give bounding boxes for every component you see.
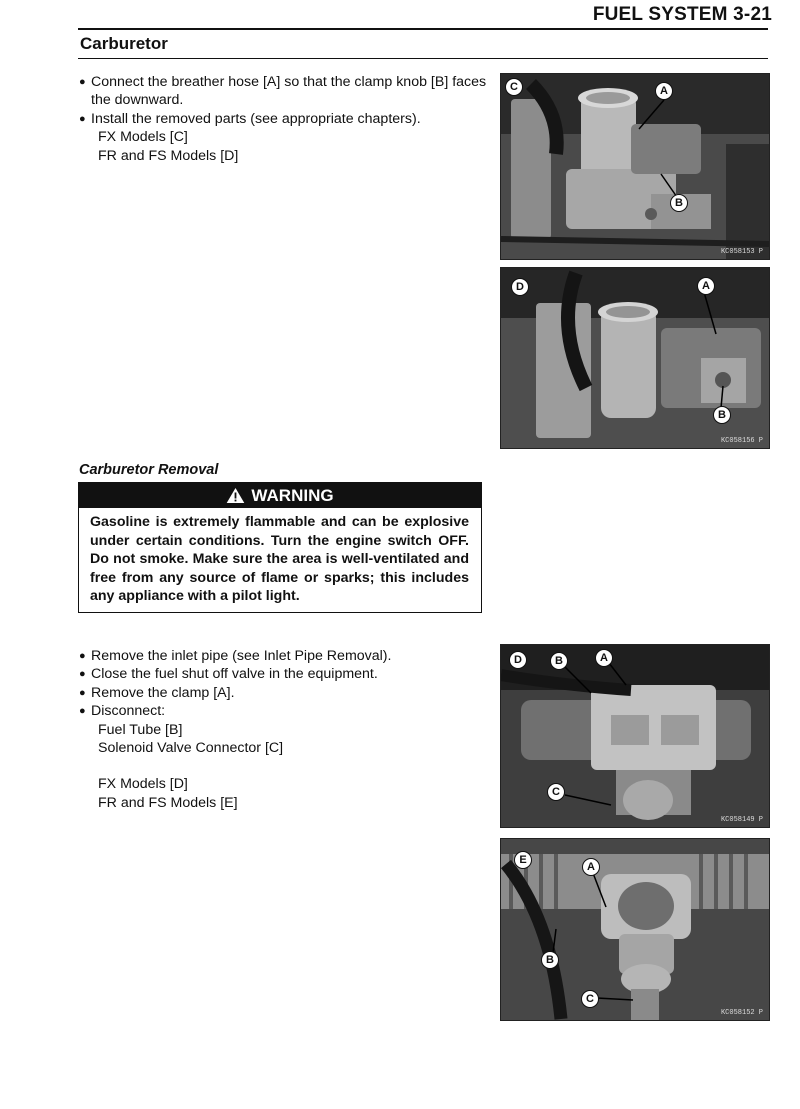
removal-instructions	[79, 647, 489, 812]
callout-a: A	[595, 649, 613, 667]
warning-triangle-icon	[226, 487, 245, 504]
figure-photo	[500, 267, 770, 449]
callout-a: A	[582, 858, 600, 876]
callout-b: B	[670, 194, 688, 212]
bullet-icon: ●	[79, 668, 86, 681]
warning-text: Gasoline is extremely flammable and can be explosive under certain conditions. Turn the engine switch OFF. Do not smoke. Make sure the area is well-ventilated and free from any source of flame or sparks; this includes any appliance with a pilot light.	[90, 514, 469, 605]
callout-a: A	[655, 82, 673, 100]
section-rule	[78, 58, 768, 59]
figure-photo	[500, 838, 770, 1021]
bullet-icon: ●	[79, 76, 86, 88]
photo-code: KC058149 P	[720, 816, 763, 824]
bullet-icon: ●	[79, 686, 86, 699]
bullet-icon: ●	[79, 650, 86, 662]
warning-header	[79, 483, 481, 508]
callout-a: A	[697, 277, 715, 295]
list-item: ● Remove the inlet pipe (see Inlet Pipe Removal).	[79, 648, 392, 664]
figure-photo	[500, 644, 770, 828]
callout-b: B	[550, 652, 568, 670]
callout-c: C	[581, 990, 599, 1008]
bullet-icon: ●	[79, 705, 86, 718]
spacer	[79, 757, 489, 775]
disconnect-item: Solenoid Valve Connector [C]	[98, 740, 284, 757]
figure-label: D	[509, 651, 527, 669]
list-item: ● Disconnect:	[79, 703, 166, 720]
photo-code: KC058153 P	[720, 248, 763, 256]
page-header-title: FUEL SYSTEM 3-21	[592, 4, 772, 25]
figure-label: D	[511, 278, 529, 296]
figure-label: C	[505, 78, 523, 96]
list-item: ● Close the fuel shut off valve in the equipment.	[79, 666, 378, 683]
model-note: FX Models [D]	[98, 776, 188, 793]
figure-photo	[500, 73, 770, 260]
warning-label: WARNING	[251, 485, 334, 505]
callout-b: B	[713, 406, 731, 424]
photo-code: KC058156 P	[720, 437, 763, 445]
model-note: FX Models [C]	[98, 129, 188, 146]
photo-code: KC058152 P	[720, 1009, 763, 1017]
bullet-icon: ●	[79, 112, 86, 125]
model-note: FR and FS Models [E]	[98, 794, 238, 811]
header-rule	[78, 28, 768, 30]
model-note: FR and FS Models [D]	[98, 147, 239, 164]
list-item: ● Remove the clamp [A].	[79, 684, 235, 701]
disconnect-item: Fuel Tube [B]	[98, 721, 183, 738]
warning-box	[78, 482, 482, 613]
list-item: ● Connect the breather hose [A] so that the clamp knob [B] faces the downward.	[79, 74, 487, 109]
figure-label: E	[514, 851, 532, 869]
subsection-heading: Carburetor Removal	[79, 462, 219, 478]
list-item: ● Install the removed parts (see appropriate chapters).	[79, 110, 421, 127]
callout-b: B	[541, 951, 559, 969]
section-title: Carburetor	[80, 34, 168, 53]
install-instructions	[79, 73, 489, 165]
callout-c: C	[547, 783, 565, 801]
